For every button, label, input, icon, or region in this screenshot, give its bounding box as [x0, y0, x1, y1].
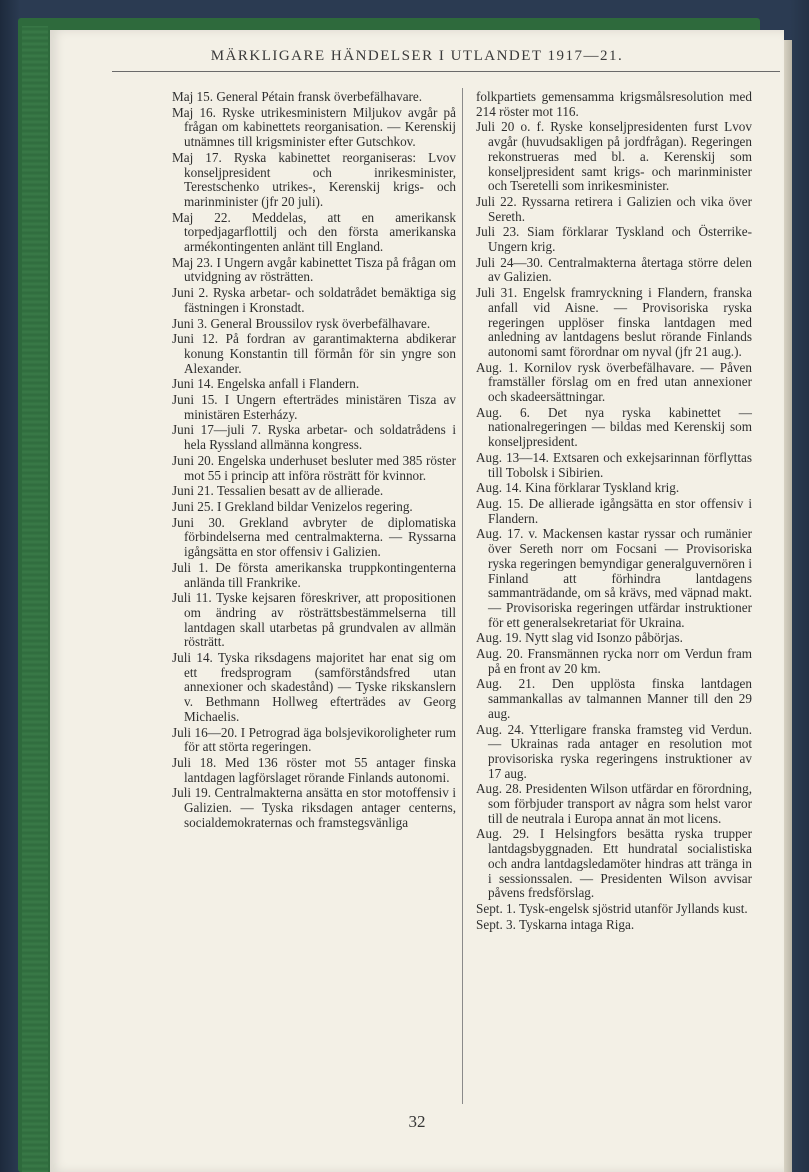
chronicle-entry: Juli 16—20. I Petrograd äga bolsjevikoroligheter rum för att störta regeringen. — [172, 724, 456, 755]
chronicle-entry: Juli 11. Tyske kejsaren föreskriver, att propositionen om ändring av rösträttsbestämmelserna till lantdagen skall utarbetas på grundvalen av allmän rösträtt. — [172, 590, 456, 650]
chronicle-entry: Sept. 3. Tyskarna intaga Riga. — [476, 916, 635, 932]
chronicle-entry: Aug. 24. Ytterligare franska framsteg vid Verdun. — Ukrainas rada antager en resolution mot provisoriska ryska regeringens instruktioner av 17 aug. — [476, 721, 752, 781]
left-column — [172, 90, 456, 831]
right-column — [476, 90, 752, 933]
running-header: MÄRKLIGARE HÄNDELSER I UTLANDET 1917—21. — [210, 48, 624, 64]
chronicle-entry: Juli 24—30. Centralmakterna återtaga större delen av Galizien. — [476, 254, 752, 285]
chronicle-entry: Aug. 21. Den upplösta finska lantdagen sammankallas av talmannen Manner till den 29 aug. — [476, 676, 752, 721]
chronicle-entry: Juni 20. Engelska underhuset besluter med 385 röster mot 55 i princip att införa rösträtt för kvinnor. — [172, 452, 456, 483]
chronicle-entry: Juni 30. Grekland avbryter de diplomatiska förbindelserna med centralmakterna. — Ryssarna igångsätta en stor offensiv i Galizien. — [172, 514, 456, 560]
chronicle-entry: Juni 25. I Grekland bildar Venizelos regering. — [172, 498, 413, 514]
chronicle-entry: Maj 15. General Pétain fransk överbefälhavare. — [172, 89, 423, 104]
book-page — [50, 30, 784, 1172]
chronicle-entry: Juni 2. Ryska arbetar- och soldatrådet bemäktiga sig fästningen i Kronstadt. — [172, 285, 456, 315]
chronicle-entry: Juli 18. Med 136 röster mot 55 antager finska lantdagen lagförslaget rörande Finlands autonomi. — [172, 754, 456, 785]
chronicle-entry: Juni 17—juli 7. Ryska arbetar- och soldatrådens i hela Ryssland allmänna kongress. — [172, 422, 456, 453]
chronicle-entry: Maj 17. Ryska kabinettet reorganiseras: Lvov konseljpresident och inrikesminister, Terestschenko utrikes-, Kerenskij krigs- och marinminister (jfr 20 juli). — [172, 149, 456, 209]
chronicle-entry: Maj 16. Ryske utrikesministern Miljukov avgår på frågan om kabinettets reorganisation. — Kerenskij utnämnes till krigsminister efter Gutschkov. — [172, 104, 456, 150]
chronicle-entry: Aug. 20. Fransmännen rycka norr om Verdun fram på en front av 20 km. — [476, 646, 752, 676]
chronicle-entry: Juni 12. På fordran av garantimakterna abdikerar konung Konstantin till förmån för sin yngre son Alexander. — [172, 331, 456, 376]
chronicle-entry: Maj 22. Meddelas, att en amerikansk torpedjagarflottilj och den första amerikanska armékontingenten anlänt till England. — [172, 209, 456, 255]
chronicle-entry: Maj 23. I Ungern avgår kabinettet Tisza på frågan om utvidgning av rösträtten. — [172, 254, 456, 285]
chronicle-entry: Aug. 29. I Helsingfors besätta ryska trupper lantdagsbyggnaden. Ett hundratal socialistiska och andra lantdagsledamöter hindras att tränga in i sessionssalen. — Presidenten Wilson avvisar påvens fredsförslag. — [476, 826, 752, 901]
chronicle-entry: Aug. 13—14. Extsaren och exkejsarinnan förflyttas till Tobolsk i Sibirien. — [476, 449, 752, 480]
chronicle-entry: Juli 22. Ryssarna retirera i Galizien och vika över Sereth. — [476, 193, 752, 224]
chronicle-entry: Juli 14. Tyska riksdagens majoritet har enat sig om ett fredsprogram (samförståndsfred utan annexioner och skadestånd) — Tyske rikskanslern v. Bethmann Hollweg efterträdes av Georg Michaelis. — [172, 650, 456, 724]
chronicle-entry: Juli 31. Engelsk framryckning i Flandern, franska anfall vid Aisne. — Provisoriska ryska regeringen upplöser finska lantdagen med anledning av lantdagens beslut rörande Finlands autonomi samt förordnar om nyval (jfr 21 aug.). — [476, 285, 752, 359]
chronicle-entry: Juni 14. Engelska anfall i Flandern. — [172, 376, 360, 392]
chronicle-entry: Aug. 19. Nytt slag vid Isonzo påbörjas. — [476, 630, 683, 646]
chronicle-entry: Juli 20 o. f. Ryske konseljpresidenten furst Lvov avgår (huvudsakligen på jordfrågan). Regeringen rekonstrueras med bl. a. Kerenskij som konseljpresident samt krigs- och marinminister och Tseretelli som inrikesminister. — [476, 119, 752, 194]
chronicle-entry: Juni 15. I Ungern efterträdes ministären Tisza av ministären Esterházy. — [172, 392, 456, 422]
column-divider — [462, 88, 463, 1104]
chronicle-entry: Juli 23. Siam förklarar Tyskland och Österrike-Ungern krig. — [476, 224, 752, 255]
chronicle-entry: Juni 21. Tessalien besatt av de allierade. — [172, 483, 384, 499]
chronicle-entry: Aug. 28. Presidenten Wilson utfärdar en förordning, som förbjuder transport av några som helst varor till de neutrala i Europa annat än mot licens. — [476, 781, 752, 826]
page-number: 32 — [408, 1112, 426, 1131]
book-spine — [22, 26, 48, 1172]
chronicle-entry: Juni 3. General Broussilov rysk överbefälhavare. — [172, 315, 431, 331]
chronicle-entry: Aug. 15. De allierade igångsätta en stor offensiv i Flandern. — [476, 495, 752, 526]
page-edge — [784, 40, 792, 1172]
chronicle-entry: Juli 1. De första amerikanska truppkontingenterna anlända till Frankrike. — [172, 559, 456, 590]
chronicle-entry: Aug. 17. v. Mackensen kastar ryssar och rumänier över Sereth norr om Focsani — Provisoriska ryska regeringen bemyndigar generalguvernören i Finland att förhindra lantdagens sammanträdande, om så krävs, med väpnad makt. — Provisoriska regeringen utfärdar instruktioner för ett generalsekretariat för Ukraina. — [476, 526, 752, 630]
header-rule — [112, 71, 780, 72]
chronicle-entry: Sept. 1. Tysk-engelsk sjöstrid utanför Jyllands kust. — [476, 900, 748, 916]
chronicle-entry: Aug. 6. Det nya ryska kabinettet — nationalregeringen — bildas med Kerenskij som konseljpresident. — [476, 404, 752, 450]
chronicle-entry: Aug. 1. Kornilov rysk överbefälhavare. — Påven framställer förslag om en fred utan annexioner och skadeersättningar. — [476, 359, 752, 405]
continuation-text: folkpartiets gemensamma krigsmålsresolution med 214 röster mot 116. — [476, 89, 752, 119]
chronicle-entry: Aug. 14. Kina förklarar Tyskland krig. — [476, 480, 680, 496]
chronicle-entry: Juli 19. Centralmakterna ansätta en stor motoffensiv i Galizien. — Tyska riksdagen antager centerns, socialdemokraternas och framstegsvänliga — [172, 785, 456, 830]
